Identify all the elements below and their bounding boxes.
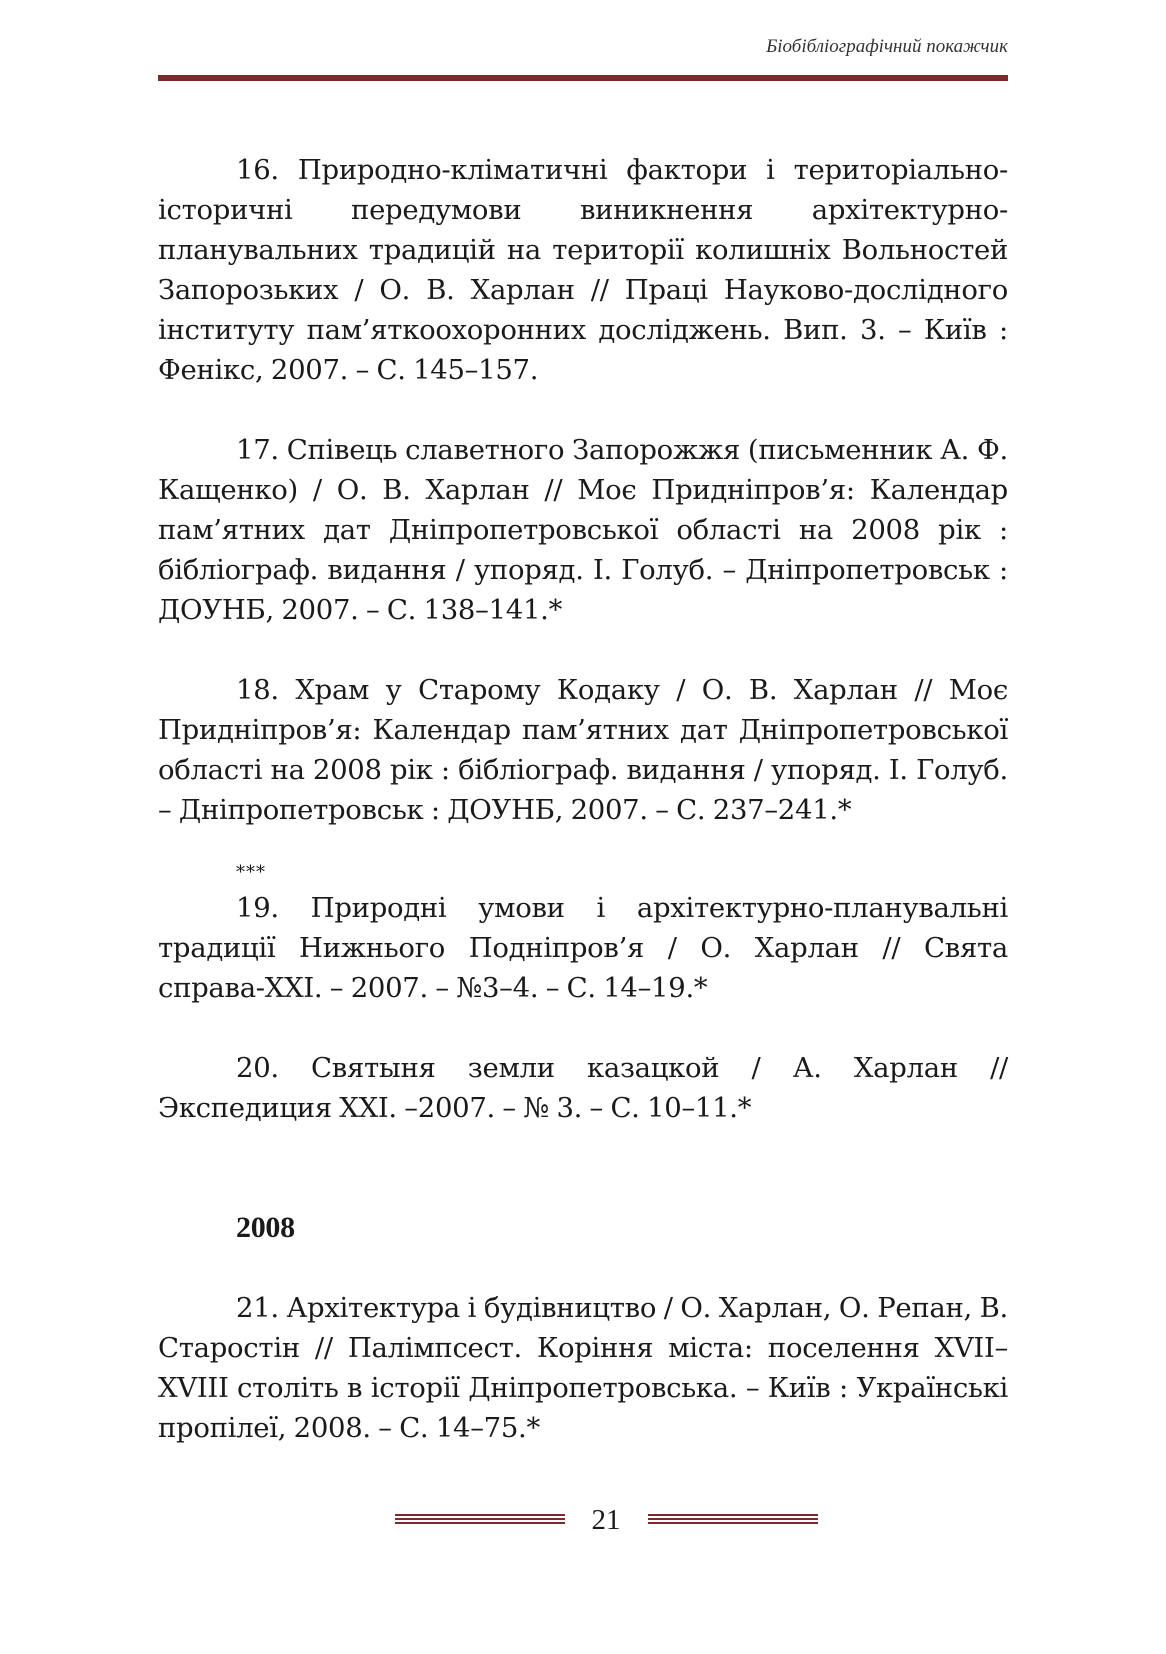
page-number: 21 <box>591 1504 621 1536</box>
entry-18: 18. Храм у Старому Кодаку / О. В. Харлан // Моє Придніпров’я: Календар пам’ятних дат Дніпропетровської області на 2008 рік : бібліограф. видання / упоряд. І. Голуб. – Дніпропетровськ : ДОУНБ, 2007. – С. 237–241.* <box>158 674 1008 826</box>
year-heading: 2008 <box>236 1211 295 1244</box>
bibliography-list <box>158 150 1008 1448</box>
header-divider <box>158 75 1008 81</box>
entry-17: 17. Співець славетного Запорожжя (письменник А. Ф. Кащенко) / О. В. Харлан // Моє Придніпров’я: Календар пам’ятних дат Дніпропетровської області на 2008 рік : бібліограф. видання / упоряд. І. Голуб. – Дніпропетровськ : ДОУНБ, 2007. – С. 138–141.* <box>158 434 1008 626</box>
footer-ornament-right <box>648 1514 818 1526</box>
section-separator: *** <box>236 862 266 883</box>
page-footer <box>0 1500 1166 1540</box>
entry-19: 19. Природні умови і архітектурно-планувальні традиції Нижнього Подніпров’я / О. Харлан // Свята справа-ХХІ. – 2007. – №3–4. – С. 14–19.* <box>158 892 1008 1004</box>
entry-16: 16. Природно-кліматичні фактори і територіально-історичні передумови виникнення архітектурно-планувальних традицій на території колишніх Вольностей Запорозьких / О. В. Харлан // Праці Науково-дослідного інституту пам’яткоохоронних досліджень. Вип. 3. – Київ : Фенікс, 2007. – С. 145–157. <box>158 154 1008 386</box>
entry-20: 20. Святыня земли казацкой / А. Харлан // Экспедиция XXI. –2007. – № 3. – С. 10–11.* <box>158 1052 1008 1124</box>
running-header-title: Біобібліографічний покажчик <box>766 36 1008 57</box>
footer-ornament-left <box>395 1514 565 1526</box>
entry-21: 21. Архітектура і будівництво / О. Харлан, О. Репан, В. Старостін // Палімпсест. Коріння міста: поселення XVII–XVIII століть в історії Дніпропетровська. – Київ : Українські пропілеї, 2008. – С. 14–75.* <box>158 1292 1008 1444</box>
